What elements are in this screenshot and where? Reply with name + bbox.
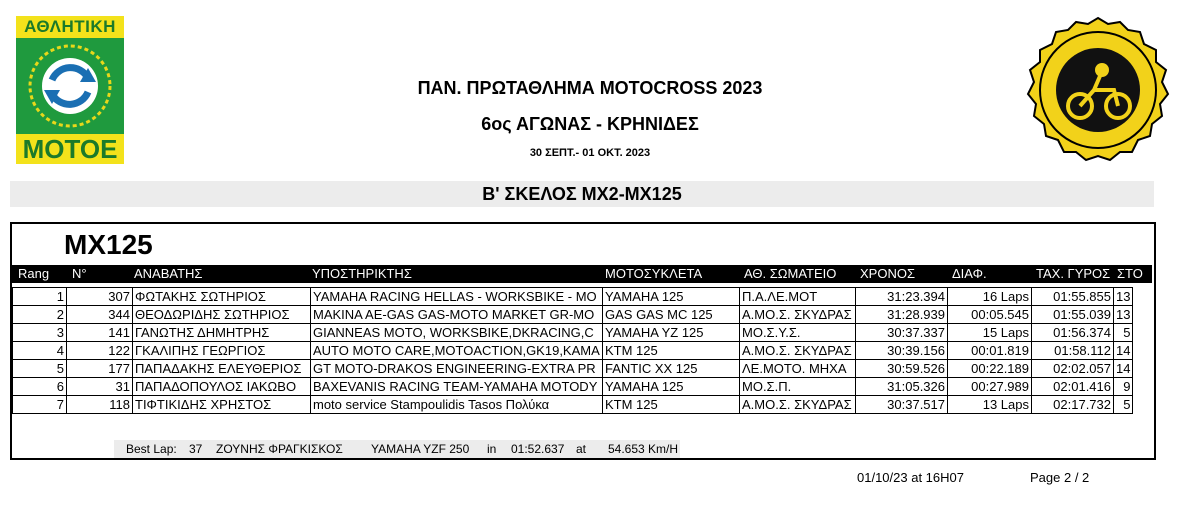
cell-rank: 1: [13, 288, 67, 306]
cell-num: 177: [67, 360, 133, 378]
page-number: Page 2 / 2: [1030, 470, 1090, 485]
cell-club: Α.ΜΟ.Σ. ΣΚΥΔΡΑΣ: [740, 306, 856, 324]
cell-time: 31:23.394: [856, 288, 948, 306]
cell-diff: 00:22.189: [948, 360, 1032, 378]
cell-rank: 7: [13, 396, 67, 414]
best-lap-rider: ΖΟΥΝΗΣ ΦΡΑΓΚΙΣΚΟΣ: [216, 442, 343, 456]
best-lap-speed: 54.653 Km/H: [608, 442, 679, 456]
table-row: [13, 378, 1133, 396]
cell-rider: ΠΑΠΑΔΑΚΗΣ ΕΛΕΥΘΕΡΙΟΣ: [133, 360, 311, 378]
cell-lap: 9: [1114, 378, 1133, 396]
cell-best: 02:01.416: [1032, 378, 1114, 396]
best-lap-number: 37: [189, 442, 203, 456]
cell-rank: 5: [13, 360, 67, 378]
cell-sponsor: GIANNEAS MOTO, WORKSBIKE,DKRACING,C: [311, 324, 603, 342]
logo-top-text: ΑΘΛΗΤΙΚΗ: [16, 16, 124, 38]
cell-lap: 14: [1114, 342, 1133, 360]
cell-best: 01:55.855: [1032, 288, 1114, 306]
cell-best: 02:02.057: [1032, 360, 1114, 378]
cell-num: 307: [67, 288, 133, 306]
cell-bike: KTM 125: [603, 396, 740, 414]
col-sponsor: ΥΠΟΣΤΗΡΙΚΤΗΣ: [312, 266, 412, 281]
cell-club: Α.ΜΟ.Σ. ΣΚΥΔΡΑΣ: [740, 342, 856, 360]
cell-lap: 13: [1114, 288, 1133, 306]
championship-title: ΠΑΝ. ΠΡΩΤΑΘΛΗΜΑ MOTOCROSS 2023: [417, 78, 763, 98]
cell-num: 31: [67, 378, 133, 396]
col-rank: Rang: [18, 266, 50, 281]
cell-rider: ΓΑΝΩΤΗΣ ΔΗΜΗΤΡΗΣ: [133, 324, 311, 342]
best-lap-label: Best Lap:: [126, 442, 177, 456]
cell-sponsor: YAMAHA RACING HELLAS - WORKSBIKE - MO: [311, 288, 603, 306]
cell-bike: YAMAHA 125: [603, 288, 740, 306]
event-title: 6ος ΑΓΩΝΑΣ - ΚΡΗΝΙΔΕΣ: [481, 114, 699, 134]
cell-lap: 13: [1114, 306, 1133, 324]
cell-lap: 5: [1114, 396, 1133, 414]
class-title: MX125: [64, 229, 153, 260]
cell-diff: 15 Laps: [948, 324, 1032, 342]
table-row: [13, 306, 1133, 324]
cell-diff: 13 Laps: [948, 396, 1032, 414]
cell-club: ΜΟ.Σ.Υ.Σ.: [740, 324, 856, 342]
cell-diff: 00:05.545: [948, 306, 1032, 324]
col-bike: ΜΟΤΟΣΥΚΛΕΤΑ: [605, 266, 703, 281]
cell-time: 30:39.156: [856, 342, 948, 360]
cell-sponsor: BAXEVANIS RACING TEAM-YAMAHA MOTODY: [311, 378, 603, 396]
cell-time: 30:37.517: [856, 396, 948, 414]
best-lap-time: 01:52.637: [511, 442, 565, 456]
cell-rider: ΘΕΟΔΩΡΙΔΗΣ ΣΩΤΗΡΙΟΣ: [133, 306, 311, 324]
col-time: ΧΡΟΝΟΣ: [860, 266, 915, 281]
cell-best: 02:17.732: [1032, 396, 1114, 414]
cell-bike: KTM 125: [603, 342, 740, 360]
federation-logo: [16, 16, 124, 164]
cell-time: 30:37.337: [856, 324, 948, 342]
col-best-lap: ΤΑΧ. ΓΥΡΟΣ: [1036, 266, 1111, 281]
cell-num: 118: [67, 396, 133, 414]
cell-num: 141: [67, 324, 133, 342]
table-row: [13, 288, 1133, 306]
cell-sponsor: AUTO MOTO CARE,MOTOACTION,GK19,KAMA: [311, 342, 603, 360]
cell-sponsor: GT MOTO-DRAKOS ENGINEERING-EXTRA PR: [311, 360, 603, 378]
event-dates: 30 ΣΕΠΤ.- 01 ΟΚΤ. 2023: [529, 147, 651, 159]
stage-banner: [10, 181, 1154, 207]
table-row: [13, 324, 1133, 342]
best-lap-bike: YAMAHA YZF 250: [371, 442, 470, 456]
table-row: [13, 360, 1133, 378]
cell-club: ΜΟ.Σ.Π.: [740, 378, 856, 396]
cell-club: Π.Α.ΛΕ.ΜΟΤ: [740, 288, 856, 306]
cell-rank: 4: [13, 342, 67, 360]
cell-num: 344: [67, 306, 133, 324]
cell-rank: 6: [13, 378, 67, 396]
cell-rider: ΠΑΠΑΔΟΠΟΥΛΟΣ ΙΑΚΩΒΟ: [133, 378, 311, 396]
cell-rider: ΦΩΤΑΚΗΣ ΣΩΤΗΡΙΟΣ: [133, 288, 311, 306]
cell-bike: YAMAHA 125: [603, 378, 740, 396]
cell-bike: YAMAHA YZ 125: [603, 324, 740, 342]
col-diff: ΔΙΑΦ.: [952, 266, 987, 281]
cell-lap: 5: [1114, 324, 1133, 342]
cell-club: ΛΕ.ΜΟΤΟ. ΜΗΧΑ: [740, 360, 856, 378]
cell-sponsor: moto service Stampoulidis Tasos Πολύκα: [311, 396, 603, 414]
cell-diff: 00:01.819: [948, 342, 1032, 360]
results-header-row: [12, 265, 1152, 283]
cell-bike: GAS GAS MC 125: [603, 306, 740, 324]
best-lap-in: in: [487, 442, 497, 456]
stage-title: Β' ΣΚΕΛΟΣ MX2-MX125: [482, 184, 682, 204]
cell-time: 31:05.326: [856, 378, 948, 396]
logo-bottom-text: MOTOE: [16, 134, 124, 164]
club-seal-logo: [1024, 16, 1172, 166]
cell-rider: ΤΙΦΤΙΚΙΔΗΣ ΧΡΗΣΤΟΣ: [133, 396, 311, 414]
cycle-arrows-icon: [22, 40, 118, 134]
results-table: [12, 287, 1133, 414]
cell-best: 01:56.374: [1032, 324, 1114, 342]
cell-best: 01:58.112: [1032, 342, 1114, 360]
cell-rank: 2: [13, 306, 67, 324]
cell-club: Α.ΜΟ.Σ. ΣΚΥΔΡΑΣ: [740, 396, 856, 414]
table-row: [13, 396, 1133, 414]
table-row: [13, 342, 1133, 360]
cell-diff: 16 Laps: [948, 288, 1032, 306]
cell-lap: 14: [1114, 360, 1133, 378]
cell-diff: 00:27.989: [948, 378, 1032, 396]
col-rider: ΑΝΑΒΑΤΗΣ: [134, 266, 203, 281]
cell-best: 01:55.039: [1032, 306, 1114, 324]
cell-time: 31:28.939: [856, 306, 948, 324]
cell-sponsor: MAKINA AE-GAS GAS-MOTO MARKET GR-MO: [311, 306, 603, 324]
best-lap-bar: [114, 440, 680, 458]
cell-bike: FANTIC XX 125: [603, 360, 740, 378]
cell-num: 122: [67, 342, 133, 360]
col-club: ΑΘ. ΣΩΜΑΤΕΙΟ: [744, 266, 837, 281]
print-timestamp: 01/10/23 at 16H07: [857, 470, 964, 485]
cell-time: 30:59.526: [856, 360, 948, 378]
cell-rank: 3: [13, 324, 67, 342]
col-lap: ΣΤΟ: [1117, 266, 1143, 281]
cell-rider: ΓΚΑΛΙΠΗΣ ΓΕΩΡΓΙΟΣ: [133, 342, 311, 360]
best-lap-at: at: [576, 442, 587, 456]
col-number: N°: [72, 266, 87, 281]
